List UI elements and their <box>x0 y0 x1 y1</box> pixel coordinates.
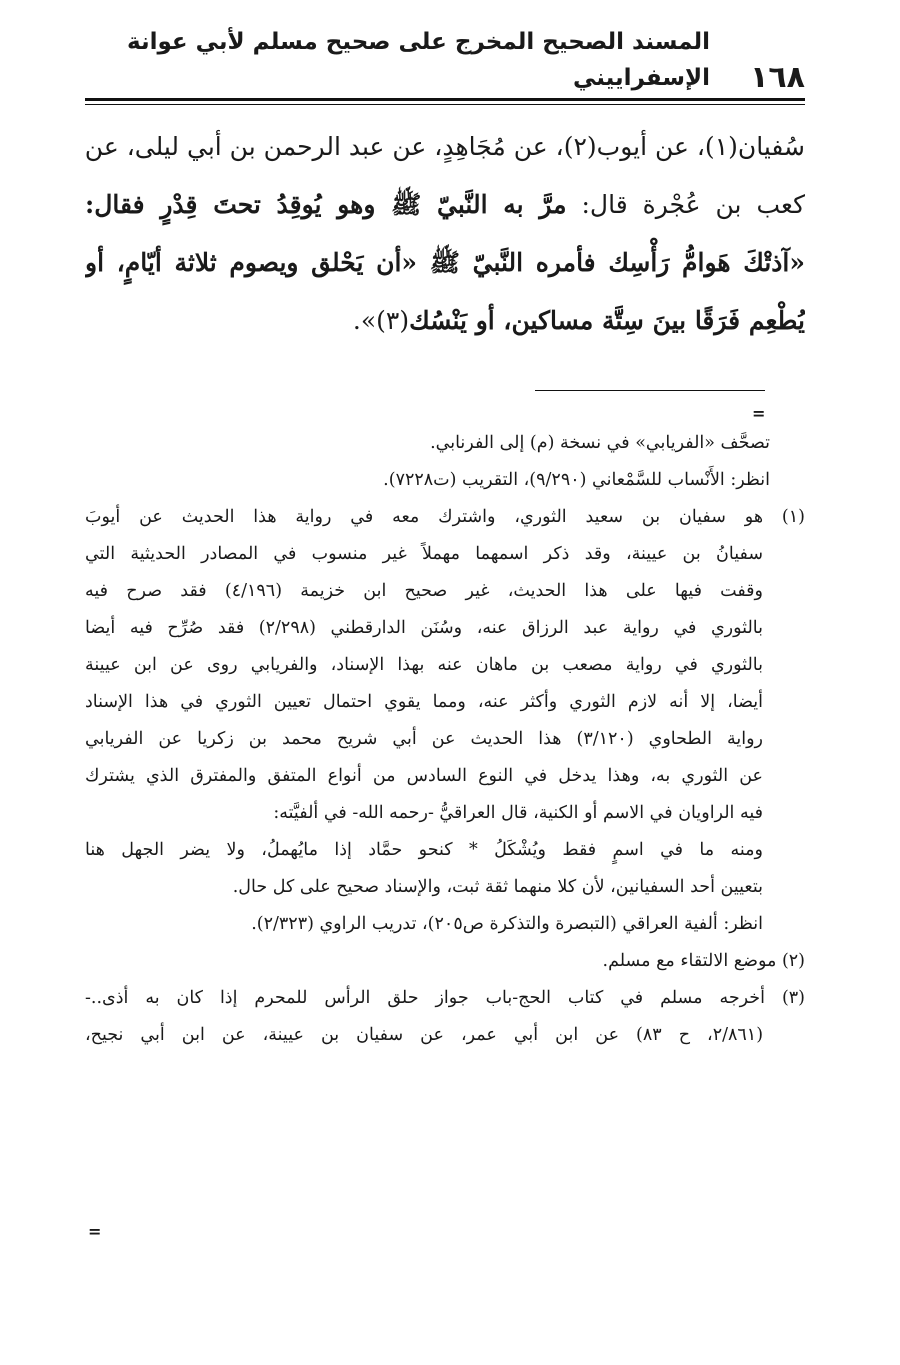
footnotes <box>85 425 805 1054</box>
footnote-number: (٢) <box>781 951 805 971</box>
page-header <box>85 29 805 96</box>
footnote-carry-line: انظر: الأَنْساب للسَّمْعاني (٩/٢٩٠)، التقريب (ت٧٢٢٨). <box>383 470 770 490</box>
main-text-segment: كعب بن عُجْرة قال: <box>566 190 805 219</box>
main-text <box>85 118 805 350</box>
running-title: المسند الصحيح المخرج على صحيح مسلم لأبي عوانة الإسفراييني <box>127 29 711 91</box>
footnote-line: بالثوري في رواية مصعب بن ماهان عنه بهذا الإسناد، والفريابي روى عن ابن عيينة <box>85 655 763 675</box>
footnote-line: فيه الراويان في الاسم أو الكنية، قال العراقيُّ -رحمه الله- في ألفيَّته: <box>273 803 763 823</box>
footnote-text: موضع الالتقاء مع مسلم. <box>602 951 777 971</box>
hadith-text-bold: مرَّ به النَّبيّ ﷺ وهو يُوقِدُ تحتَ قِدْرٍ فقال: <box>85 190 567 219</box>
main-text-line <box>85 118 805 176</box>
main-text-line <box>85 292 805 350</box>
footnote-separator <box>535 390 765 391</box>
footnote-line: عن الثوري به، وهذا يدخل في النوع السادس من أنواع المتفق والمفترق الذي يشترك <box>85 766 763 786</box>
footnote-line: انظر: ألفية العراقي (التبصرة والتذكرة ص٢٠٥)، تدريب الراوي (٢/٣٢٣). <box>251 914 763 934</box>
header-rule-thin <box>85 104 805 105</box>
footnote-number: (٣) <box>781 988 805 1008</box>
footnote-line: بالثوري في رواية عبد الرزاق عنه، وسُنَن الدارقطني (٢/٢٩٨) فقد صُرِّح فيه أيضا <box>85 618 763 638</box>
continuation-mark-bottom: = <box>88 1222 102 1241</box>
footnote-carry-line: تصحَّف «الفريابي» في نسخة (م) إلى الفرنابي. <box>430 433 770 453</box>
main-text-line <box>85 176 805 234</box>
footnote-verse-line: ومنه ما في اسمٍ فقط ويُشْكَلُ * كنحو حمَّاد إذا مايُهملُ، ولا يضر الجهل هنا <box>85 840 763 860</box>
main-text-segment: (٣)». <box>352 306 410 335</box>
main-text-segment: سُفيان(١)، عن أيوب(٢)، عن مُجَاهِدٍ، عن عبد الرحمن بن أبي ليلى، عن <box>85 132 805 161</box>
footnote-line: أيضا، إلا أنه لازم الثوري وأكثر عنه، ومما يقوي احتمال تعيين الثوري في هذا الإسناد <box>85 692 763 712</box>
footnote-2-line <box>85 943 805 980</box>
footnote-line: رواية الطحاوي (٣/١٢٠) هذا الحديث عن أبي شريح محمد بن زكريا عن الفريابي <box>85 729 763 749</box>
footnote-line: وقفت فيها على هذا الحديث، غير صحيح ابن خزيمة (٤/١٩٦) فقد صرح فيه <box>85 581 763 601</box>
page-number: ١٦٨ <box>750 60 805 95</box>
continuation-mark-top: = <box>752 404 766 423</box>
hadith-text-bold: «آذتْكَ هَوامُّ رَأْسِك فأمره النَّبيّ ﷺ «أن يَحْلق ويصوم ثلاثة أيّامٍ، أو <box>85 248 805 277</box>
hadith-text-bold: يُطْعِم فَرَقًا بينَ سِتَّة مساكين، أو يَنْسُك <box>409 306 805 335</box>
footnote-line: بتعيين أحد السفيانين، لأن كلا منهما ثقة ثبت، والإسناد صحيح على كل حال. <box>232 877 763 897</box>
footnote-1-first-line <box>85 499 805 536</box>
footnote-line: (٢/٨٦١، ح ٨٣) عن ابن أبي عمر، عن سفيان بن عيينة، عن ابن أبي نجيح، <box>85 1025 764 1045</box>
header-rule-thick <box>85 98 805 101</box>
footnote-text: هو سفيان بن سعيد الثوري، واشترك معه في رواية هذا الحديث عن أيوبَ <box>85 507 764 527</box>
footnote-number: (١) <box>781 507 805 527</box>
footnote-line: سفيانُ بن عيينة، وقد ذكر اسمهما مهملاً غير منسوب في المصادر الحديثية التي <box>85 544 763 564</box>
footnote-3-first-line <box>85 980 805 1017</box>
footnote-text: أخرجه مسلم في كتاب الحج-باب جواز حلق الرأس للمحرم إذا كان به أذى..- <box>85 988 765 1008</box>
main-text-line <box>85 234 805 292</box>
